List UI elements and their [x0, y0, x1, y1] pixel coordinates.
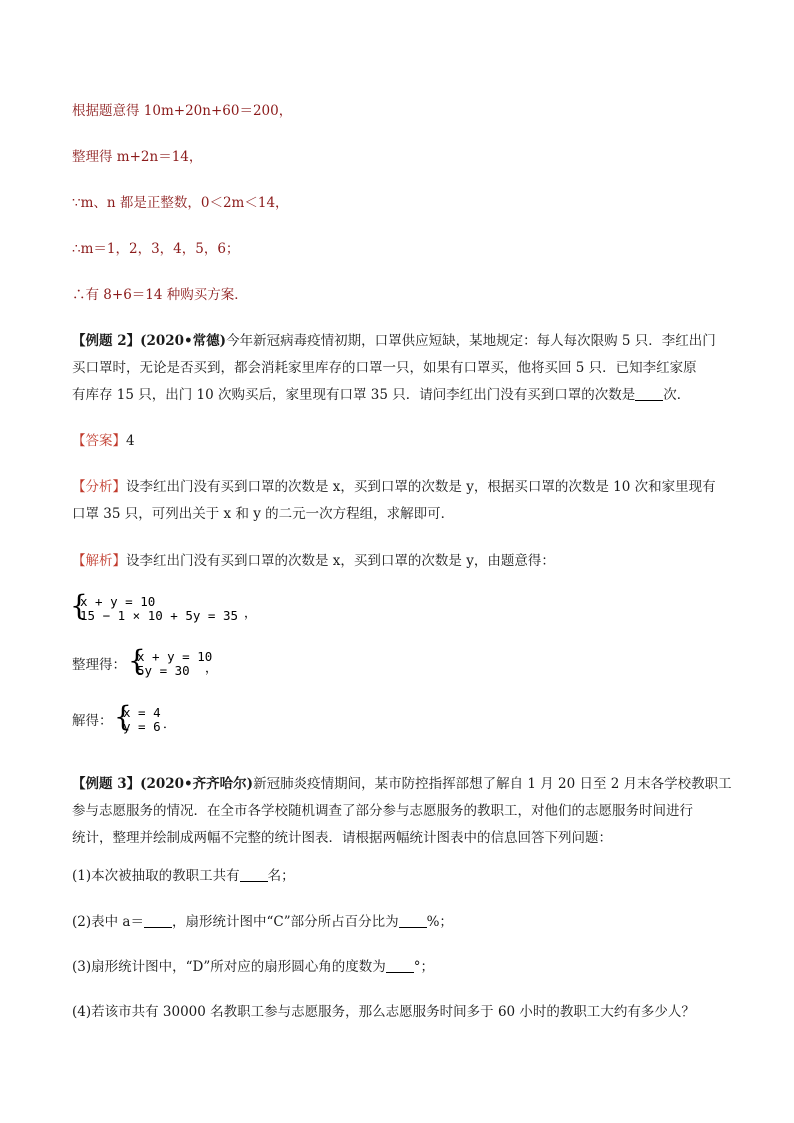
solution-text-1: 设李红出门没有买到口罩的次数是 x，买到口罩的次数是 y，由题意得：: [126, 553, 555, 569]
example2-text-1: 今年新冠病毒疫情初期，口罩供应短缺，某地规定：每人每次限购 5 只．李红出门: [226, 333, 716, 349]
equation-1b: 15 − 1 × 10 + 5y = 35: [80, 608, 239, 623]
example3-line-2: 参与志愿服务的情况．在全市各学校随机调查了部分参与志愿服务的教职工，对他们的志愿服务时间进行: [72, 803, 693, 819]
equation-2b: 5y = 30: [137, 663, 190, 678]
solution-line-5: ∴有 8+6＝14 种购买方案．: [72, 287, 248, 303]
example2-line-3: [72, 385, 690, 405]
example2-line-2: 买口罩时，无论是否买到，都会消耗家里库存的口罩一只，如果有口罩买，他将买回 5 只．已知李红家原: [72, 360, 697, 376]
brace-system-2: {: [128, 644, 146, 677]
analysis-tag: 【分析】: [72, 479, 126, 495]
question-2-blank-a: [144, 913, 172, 928]
solution-line-4: ∴m＝1，2，3，4，5，6；: [72, 241, 240, 257]
question-1: [72, 866, 295, 886]
question-2-text-c: %；: [426, 914, 453, 930]
question-4: (4)若该市共有 30000 名教职工参与志愿服务，那么志愿服务时间多于 60 小时的教职工大约有多少人？: [72, 1004, 695, 1020]
solution-line-2: 整理得 m+2n＝14，: [72, 149, 203, 165]
example2-text-3a: 有库存 15 只，出门 10 次购买后，家里现有口罩 35 只．请问李红出门没有买到口罩的次数是: [72, 387, 636, 403]
example2-source: (2020•常德): [140, 333, 227, 349]
question-1-text-b: 名；: [267, 868, 295, 884]
example3-line-3: 统计，整理并绘制成两幅不完整的统计图表．请根据两幅统计图表中的信息回答下列问题：: [72, 830, 612, 846]
equation-3a: x = 4: [123, 705, 161, 720]
equation-2a: x + y = 10: [137, 649, 213, 664]
analysis-line-2: 口罩 35 只，可列出关于 x 和 y 的二元一次方程组，求解即可．: [72, 506, 455, 522]
question-2: [72, 912, 453, 932]
brace-system-1: {: [70, 589, 88, 622]
solution-intro-line: [72, 551, 555, 571]
solution-line-1: 根据题意得 10m+20n+60＝200，: [72, 103, 293, 119]
solution-tag: 【解析】: [72, 553, 126, 569]
example3-tag: 【例题 3】: [72, 776, 141, 792]
answer-value: 4: [126, 433, 135, 449]
equation-1-end: ，: [244, 605, 257, 620]
answer-blank: [635, 386, 663, 401]
analysis-line-1: [72, 477, 716, 497]
question-1-text-a: (1)本次被抽取的教职工共有: [72, 868, 240, 884]
example3-text-1: 新冠肺炎疫情期间，某市防控指挥部想了解自 1 月 20 日至 2 月末各学校教职工: [253, 776, 732, 792]
example3-line-1: [72, 774, 732, 794]
solve-label: 解得：: [72, 713, 113, 729]
equation-3-end: ．: [163, 716, 176, 731]
analysis-text-1: 设李红出门没有买到口罩的次数是 x，买到口罩的次数是 y，根据买口罩的次数是 10 次和家里现有: [126, 479, 716, 495]
question-3-blank: [386, 958, 414, 973]
simplify-label: 整理得：: [72, 657, 126, 673]
question-2-text-a: (2)表中 a＝: [72, 914, 144, 930]
brace-system-3: {: [114, 700, 132, 733]
equation-1a: x + y = 10: [80, 594, 156, 609]
example2-line-1: [72, 331, 716, 351]
equation-3b: y = 6: [123, 719, 161, 734]
equation-2-end: ，: [205, 660, 218, 675]
question-2-blank-b: [399, 913, 427, 928]
example2-text-3b: 次．: [663, 387, 691, 403]
answer-line: [72, 431, 135, 451]
question-3-text-a: (3)扇形统计图中，“D”所对应的扇形圆心角的度数为: [72, 959, 386, 975]
question-2-text-b: ，扇形统计图中“C”部分所占百分比为: [171, 914, 399, 930]
question-3: [72, 957, 434, 977]
example2-tag: 【例题 2】: [72, 333, 141, 349]
question-3-text-b: °；: [413, 959, 434, 975]
question-1-blank: [240, 867, 268, 882]
example3-source: (2020•齐齐哈尔): [140, 776, 254, 792]
solution-line-3: ∵m、n 都是正整数，0＜2m＜14，: [72, 195, 289, 211]
answer-tag: 【答案】: [72, 433, 126, 449]
